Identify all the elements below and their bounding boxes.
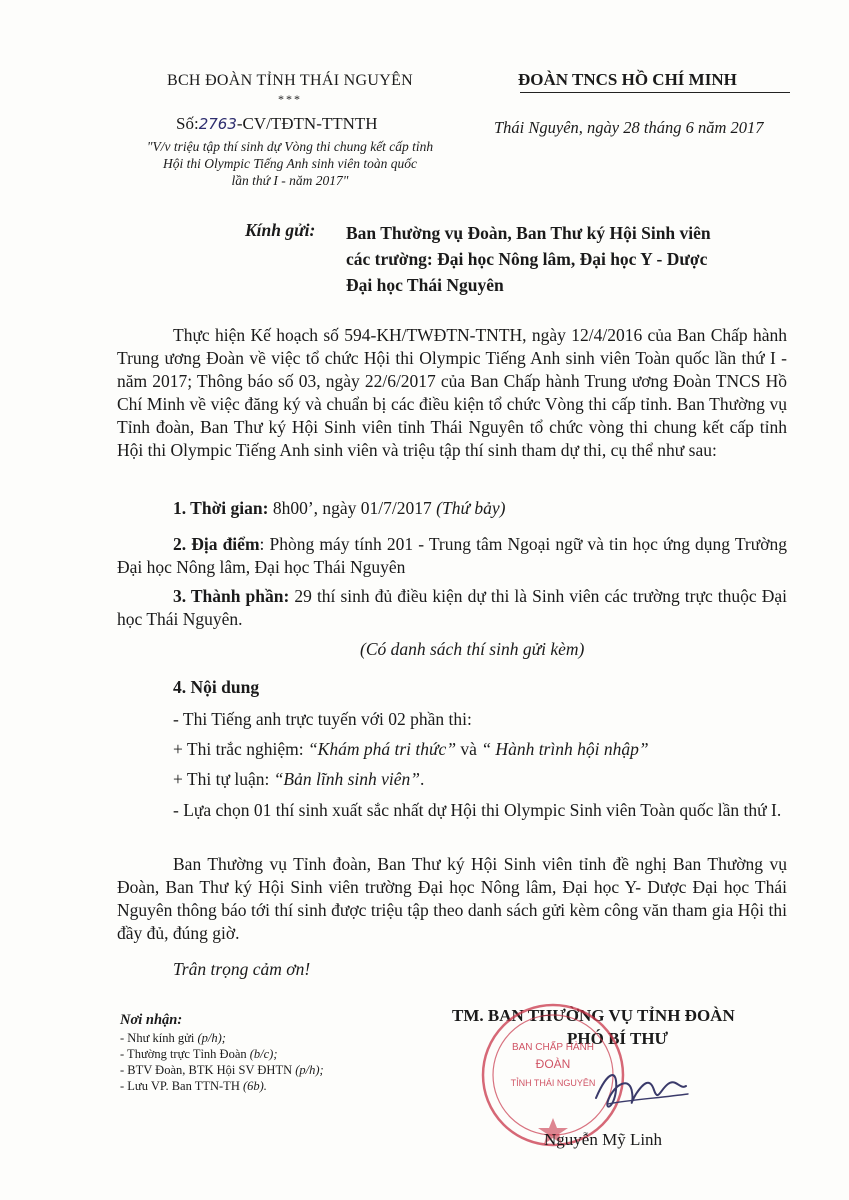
addressee-block (346, 220, 711, 298)
issuer-org: BCH ĐOÀN TỈNH THÁI NGUYÊN (166, 72, 413, 89)
recipient-text: - Như kính gửi (120, 1031, 198, 1045)
seal-line: TỈNH THÁI NGUYÊN (510, 1078, 596, 1088)
seal-line: ĐOÀN (535, 1057, 571, 1071)
doc-number-suffix: -CV/TĐTN-TTNTH (236, 114, 378, 133)
subject-line: Hội thi Olympic Tiếng Anh sinh viên toàn quốc (163, 156, 417, 171)
recipient-text: - Lưu VP. Ban TTN-TH (120, 1079, 243, 1093)
party-org-underline (520, 92, 790, 93)
intro-paragraph: Thực hiện Kế hoạch số 594-KH/TWĐTN-TNTH, ngày 12/4/2016 của Ban Chấp hành Trung ương Đoàn về việc tổ chức Hội thi Olympic Tiếng Anh sinh viên Toàn quốc lần thứ I - năm 2017; Thông báo số 03, ngày 22/6/2017 của Ban Chấp hành Trung ương Đoàn TNCS Hồ Chí Minh về việc đăng ký và chuẩn bị các điều kiện tổ chức Vòng thi cấp tỉnh. Ban Thường vụ Tỉnh đoàn, Ban Thư ký Hội Sinh viên tỉnh Thái Nguyên tổ chức vòng thi chung kết cấp tỉnh Hội thi Olympic Tiếng Anh sinh viên và triệu tập thí sinh tham dự thi, cụ thể như sau: (117, 325, 787, 460)
content-line-multiple-choice (173, 738, 649, 761)
content-text: và (456, 739, 482, 759)
time-label: 1. Thời gian: (173, 498, 269, 518)
subject-line: "V/v triệu tập thí sinh dự Vòng thi chung kết cấp tỉnh (146, 139, 434, 154)
addressee-label: Kính gửi: (245, 220, 316, 240)
doc-number-handwritten: 2763 (198, 115, 237, 133)
issuer-stars: *** (278, 92, 302, 106)
addressee-line: Đại học Thái Nguyên (346, 275, 504, 295)
addressee-line: Ban Thường vụ Đoàn, Ban Thư ký Hội Sinh viên (346, 223, 711, 243)
signature-position: PHÓ BÍ THƯ (567, 1029, 669, 1048)
members-label: 3. Thành phần: (173, 586, 290, 606)
place-value: : Phòng máy tính 201 - Trung tâm Ngoại ngữ và tin học ứng dụng Trường Đại học Nông lâm, Đại học Thái Nguyên (117, 534, 787, 577)
recipient-text: - Thường trực Tỉnh Đoàn (120, 1047, 250, 1061)
recipient-note: (6b). (242, 1079, 267, 1093)
place-label: 2. Địa điểm (173, 534, 260, 554)
seal-line: BAN CHẤP HÀNH (511, 1042, 595, 1053)
party-org: ĐOÀN TNCS HỒ CHÍ MINH (518, 70, 737, 89)
recipients-block (120, 1010, 324, 1094)
members-note: (Có danh sách thí sinh gửi kèm) (360, 639, 585, 659)
subject-summary (110, 138, 470, 189)
doc-number-prefix: Số: (176, 114, 199, 133)
recipient-item (120, 1030, 324, 1046)
quoted-title: “Khám phá tri thức” (307, 739, 457, 759)
recipients-title: Nơi nhận: (120, 1012, 183, 1028)
recipient-item (120, 1078, 324, 1094)
signature-on-behalf: TM. BAN THƯỜNG VỤ TỈNH ĐOÀN (452, 1006, 735, 1025)
content-label: 4. Nội dung (173, 677, 260, 697)
item-time (117, 497, 787, 520)
recipient-note: (b/c); (249, 1047, 278, 1061)
members-value: 29 thí sinh đủ điều kiện dự thi là Sinh viên các trường trực thuộc Đại học Thái Nguyên. (117, 586, 787, 629)
subject-line: lần thứ I - năm 2017" (231, 173, 349, 188)
item-members (117, 585, 787, 631)
time-value: 8h00’, ngày 01/7/2017 (268, 498, 437, 518)
item-place (117, 533, 787, 579)
quoted-title: “Bản lĩnh sinh viên” (273, 769, 421, 789)
handwritten-signature (588, 1060, 698, 1120)
content-text: + Thi trắc nghiệm: (173, 739, 308, 759)
quoted-title: “ Hành trình hội nhập” (481, 739, 649, 759)
content-line: - Thi Tiếng anh trực tuyến với 02 phần thi: (173, 709, 472, 729)
closing-paragraph: Ban Thường vụ Tỉnh đoàn, Ban Thư ký Hội Sinh viên tỉnh đề nghị Ban Thường vụ Đoàn, Ban Thư ký Hội Sinh viên trường Đại học Nông lâm, Đại học Y- Dược Đại học Thái Nguyên thông báo tới thí sinh được triệu tập theo danh sách gửi kèm công văn tham gia Hội thi đầy đủ, đúng giờ. (117, 854, 787, 943)
content-text: . (420, 769, 425, 789)
recipient-note: (p/h); (197, 1031, 226, 1045)
content-text: + Thi tự luận: (173, 769, 274, 789)
time-note: (Thứ bảy) (436, 498, 506, 518)
thanks: Trân trọng cảm ơn! (173, 959, 311, 979)
date-line: Thái Nguyên, ngày 28 tháng 6 năm 2017 (494, 118, 764, 137)
content-line-essay (173, 768, 424, 791)
recipient-item (120, 1062, 324, 1078)
recipient-text: - BTV Đoàn, BTK Hội SV ĐHTN (120, 1063, 296, 1077)
recipient-note: (p/h); (295, 1063, 324, 1077)
addressee-line: các trường: Đại học Nông lâm, Đại học Y - Dược (346, 249, 708, 269)
content-line-selection: - Lựa chọn 01 thí sinh xuất sắc nhất dự Hội thi Olympic Sinh viên Toàn quốc lần thứ I. (173, 800, 782, 820)
signer-name: Nguyễn Mỹ Linh (544, 1130, 663, 1149)
document-number (176, 114, 378, 134)
recipient-item (120, 1046, 324, 1062)
